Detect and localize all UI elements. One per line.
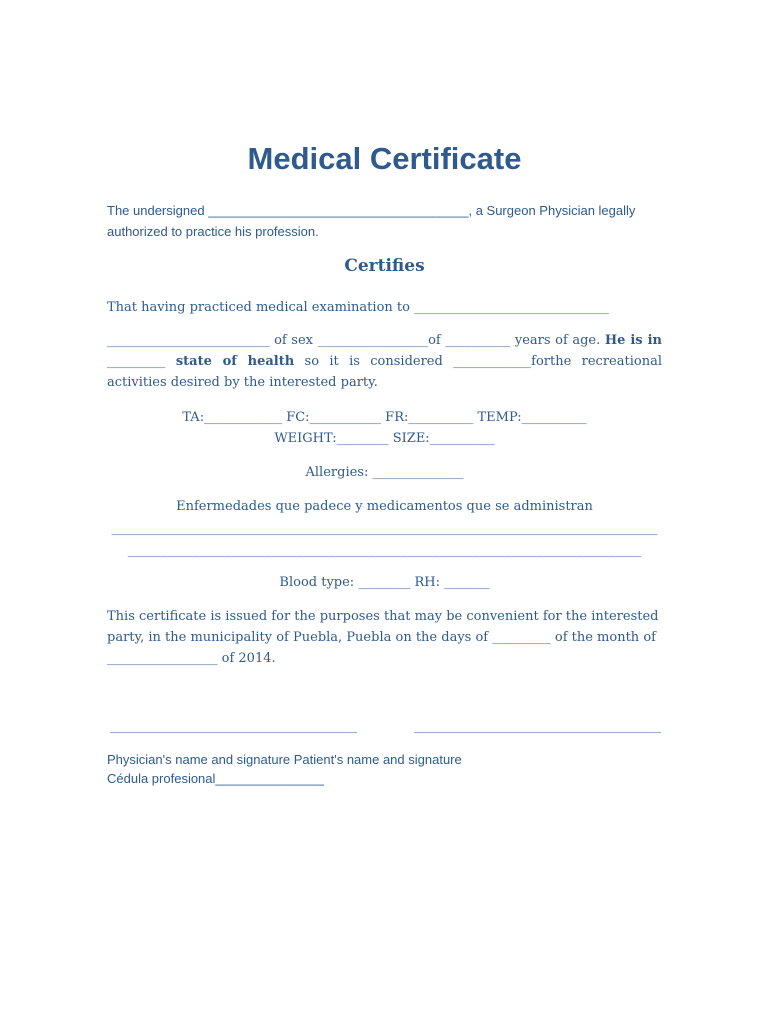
vitals-line-2: WEIGHT:________ SIZE:__________ [274, 431, 495, 446]
he-is-in-text: He is in [604, 333, 662, 348]
diseases-blank-line-1: ____________________________________________________________________________________ [111, 521, 658, 536]
diseases-label: Enfermedades que padece y medicamentos que se administran [176, 499, 593, 514]
vitals-line-1: TA:____________ FC:___________ FR:__________ TEMP:__________ [182, 410, 587, 425]
patient-signature-line: ______________________________________ [414, 719, 661, 734]
recreational-text: so it is considered ____________forthe recreational activities desired by the interested party. [107, 354, 662, 390]
certifies-heading: Certifies [344, 256, 425, 276]
health-blank: _________ [107, 354, 176, 369]
intro-line-2: authorized to practice his profession. [107, 224, 319, 239]
issued-paragraph: This certificate is issued for the purposes that may be convenient for the interested party, in the municipality of Puebla, Puebla on the days of _________ of the month of _________________ of 2014. [107, 609, 659, 666]
signature-names-label: Physician's name and signature Patient's name and signature [107, 752, 462, 767]
intro-text-start: The undersigned [107, 203, 209, 218]
exam-line: That having practiced medical examination to ______________________________ [107, 300, 610, 315]
state-of-health-text: state of health [175, 354, 295, 369]
health-paragraph [107, 330, 662, 393]
diseases-blank-line-2: _______________________________________________________________________________ [127, 543, 642, 558]
patient-details: _________________________ of sex _________________of __________ years of age. [107, 333, 605, 348]
intro-paragraph [107, 200, 667, 242]
document-title: Medical Certificate [247, 141, 522, 176]
cedula-profesional-label: Cédula profesional_______________ [107, 771, 324, 786]
blood-type-line: Blood type: ________ RH: _______ [279, 575, 490, 590]
physician-name-blank: ____________________________________ [208, 203, 469, 218]
physician-signature-line: ______________________________________ [110, 719, 357, 734]
allergies-line: Allergies: ______________ [305, 465, 464, 480]
signature-labels [107, 750, 462, 788]
intro-text-end: , a Surgeon Physician legally [468, 203, 636, 218]
